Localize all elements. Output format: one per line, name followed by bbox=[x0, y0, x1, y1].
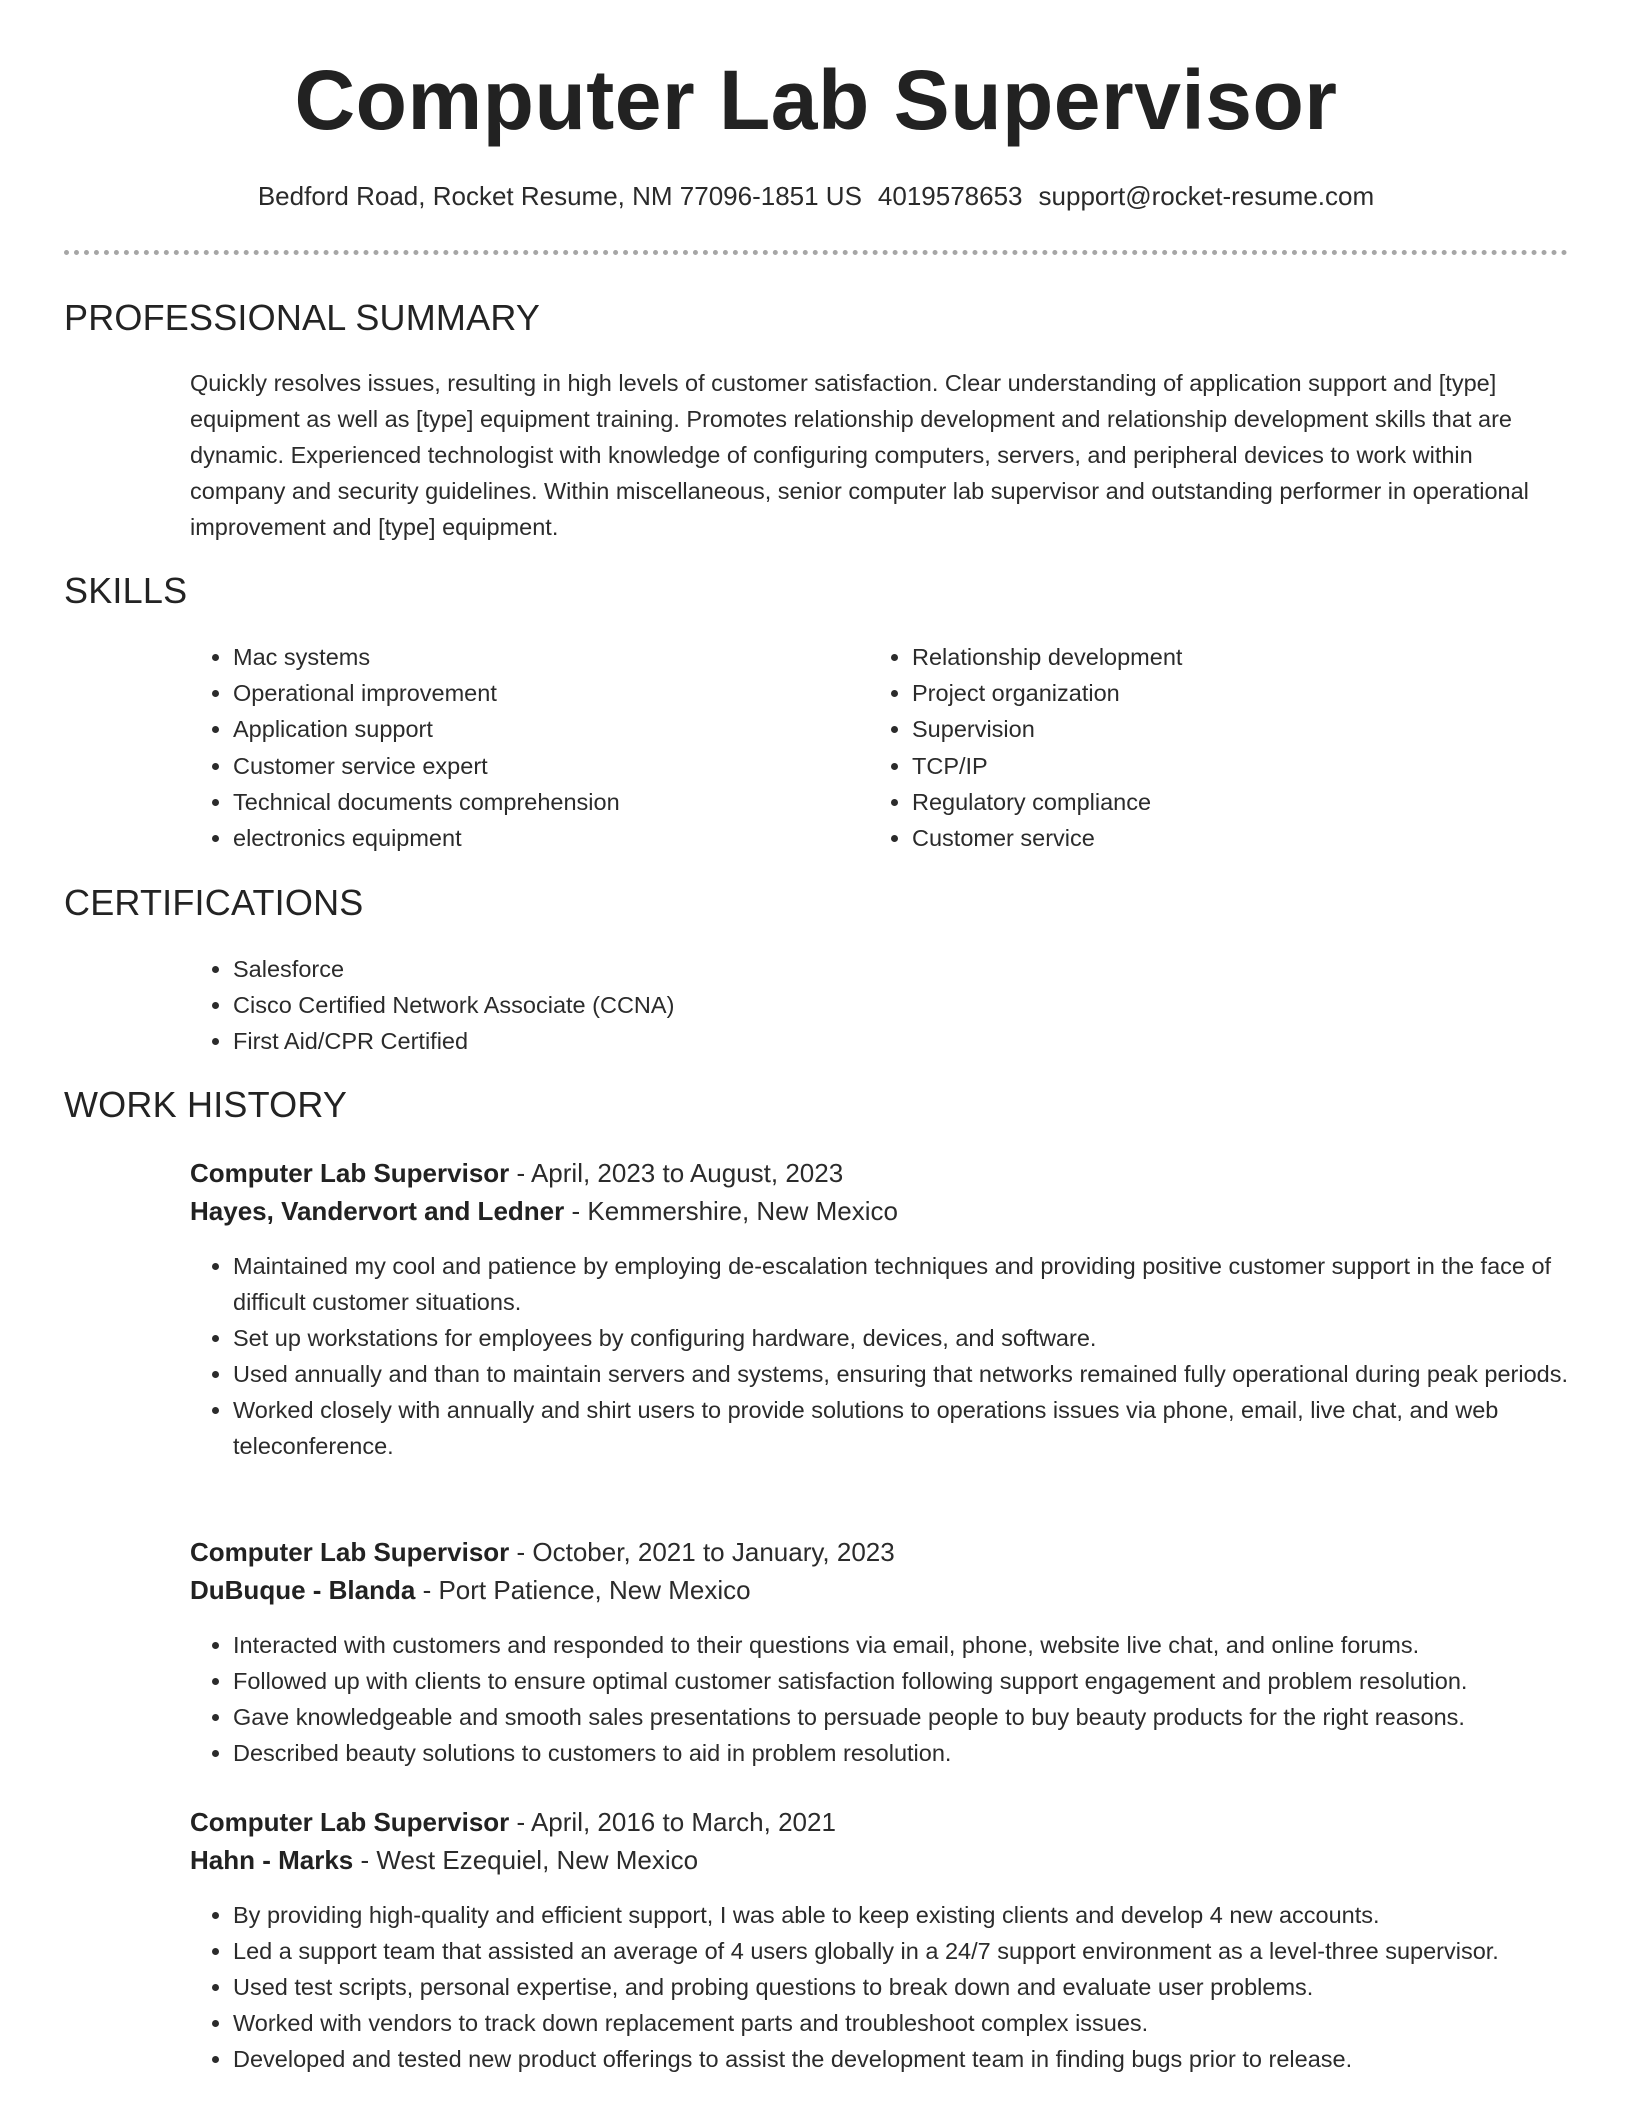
job-bullets bbox=[190, 1897, 1613, 2077]
summary-text: Quickly resolves issues, resulting in high levels of customer satisfaction. Clear understanding of application support and [type] equipment as well as [type] equipment training. Promotes relationship development and relationship development skills that are dynamic. Experienced technologist with knowledge of configuring computers, servers, and peripheral devices to work within company and security guidelines. Within miscellaneous, senior computer lab supervisor and outstanding performer in operational improvement and [type] equipment. bbox=[190, 370, 1529, 540]
job-company-line bbox=[190, 1575, 751, 1606]
job-bullet: • By providing high-quality and efficient support, I was able to keep existing clients and develop 4 new accounts. bbox=[233, 1897, 1613, 1933]
job-bullet: • Developed and tested new product offerings to assist the development team in finding bugs prior to release. bbox=[233, 2041, 1613, 2077]
contact-phone: 4019578653 bbox=[877, 181, 1023, 211]
candidate-name: Computer Lab Supervisor bbox=[294, 53, 1338, 147]
job-bullets bbox=[190, 1627, 1613, 1771]
job-bullet: • Worked with vendors to track down replacement parts and troubleshoot complex issues. bbox=[233, 2005, 1613, 2041]
section-title-work-history: WORK HISTORY bbox=[64, 1084, 348, 1125]
job-location: - Kemmershire, New Mexico bbox=[564, 1196, 898, 1226]
job-title-line bbox=[190, 1537, 895, 1568]
job-company: Hahn - Marks bbox=[190, 1845, 354, 1875]
certification-item: • Cisco Certified Network Associate (CCNA) bbox=[233, 987, 1133, 1023]
job-bullet: • Used test scripts, personal expertise, and probing questions to break down and evaluate user problems. bbox=[233, 1969, 1613, 2005]
contact-address: Bedford Road, Rocket Resume, NM 77096-1851 US bbox=[257, 181, 862, 211]
skill-item: • Customer service bbox=[912, 820, 1532, 856]
job-dates: - October, 2021 to January, 2023 bbox=[509, 1537, 895, 1567]
job-company-line bbox=[190, 1196, 898, 1227]
certifications-list bbox=[190, 951, 1133, 1059]
skill-item: • Customer service expert bbox=[233, 748, 853, 784]
job-bullet: • Led a support team that assisted an average of 4 users globally in a 24/7 support environment as a level-three supervisor. bbox=[233, 1933, 1613, 1969]
job-role: Computer Lab Supervisor bbox=[190, 1807, 510, 1837]
job-location: - West Ezequiel, New Mexico bbox=[353, 1845, 699, 1875]
job-dates: - April, 2023 to August, 2023 bbox=[509, 1158, 844, 1188]
job-role: Computer Lab Supervisor bbox=[190, 1537, 510, 1567]
job-role: Computer Lab Supervisor bbox=[190, 1158, 510, 1188]
certification-item: • First Aid/CPR Certified bbox=[233, 1023, 1133, 1059]
skills-list-right bbox=[869, 639, 1532, 856]
contact-email: support@rocket-resume.com bbox=[1038, 181, 1375, 211]
job-dates: - April, 2016 to March, 2021 bbox=[509, 1807, 836, 1837]
job-title-line bbox=[190, 1807, 836, 1838]
skill-item: • Technical documents comprehension bbox=[233, 784, 853, 820]
skill-item: • Regulatory compliance bbox=[912, 784, 1532, 820]
certification-item: • Salesforce bbox=[233, 951, 1133, 987]
job-bullet: • Worked closely with annually and shirt users to provide solutions to operations issues via phone, email, live chat, and web teleconference. bbox=[233, 1392, 1613, 1464]
skill-item: • Mac systems bbox=[233, 639, 853, 675]
job-company-line bbox=[190, 1845, 698, 1876]
job-bullet: • Interacted with customers and responded to their questions via email, phone, website live chat, and online forums. bbox=[233, 1627, 1613, 1663]
header-divider bbox=[64, 250, 1568, 255]
section-title-summary: PROFESSIONAL SUMMARY bbox=[64, 297, 541, 338]
skill-item: • Operational improvement bbox=[233, 675, 853, 711]
job-bullet: • Used annually and than to maintain servers and systems, ensuring that networks remained fully operational during peak periods. bbox=[233, 1356, 1613, 1392]
skills-list-left bbox=[190, 639, 853, 856]
job-bullet: • Described beauty solutions to customers to aid in problem resolution. bbox=[233, 1735, 1613, 1771]
skill-item: • Project organization bbox=[912, 675, 1532, 711]
skill-item: • TCP/IP bbox=[912, 748, 1532, 784]
job-bullet: • Gave knowledgeable and smooth sales presentations to persuade people to buy beauty products for the right reasons. bbox=[233, 1699, 1613, 1735]
section-title-skills: SKILLS bbox=[64, 570, 188, 611]
skill-item: • electronics equipment bbox=[233, 820, 853, 856]
job-bullet: • Maintained my cool and patience by employing de-escalation techniques and providing positive customer support in the face of difficult customer situations. bbox=[233, 1248, 1613, 1320]
job-company: Hayes, Vandervort and Ledner bbox=[190, 1196, 565, 1226]
job-location: - Port Patience, New Mexico bbox=[415, 1575, 751, 1605]
skill-item: • Application support bbox=[233, 711, 853, 747]
job-bullet: • Followed up with clients to ensure optimal customer satisfaction following support engagement and problem resolution. bbox=[233, 1663, 1613, 1699]
job-bullet: • Set up workstations for employees by configuring hardware, devices, and software. bbox=[233, 1320, 1613, 1356]
job-bullets bbox=[190, 1248, 1613, 1464]
job-company: DuBuque - Blanda bbox=[190, 1575, 416, 1605]
skill-item: • Relationship development bbox=[912, 639, 1532, 675]
job-title-line bbox=[190, 1158, 843, 1189]
section-title-certifications: CERTIFICATIONS bbox=[64, 882, 364, 923]
contact-line bbox=[0, 181, 1632, 212]
skill-item: • Supervision bbox=[912, 711, 1532, 747]
